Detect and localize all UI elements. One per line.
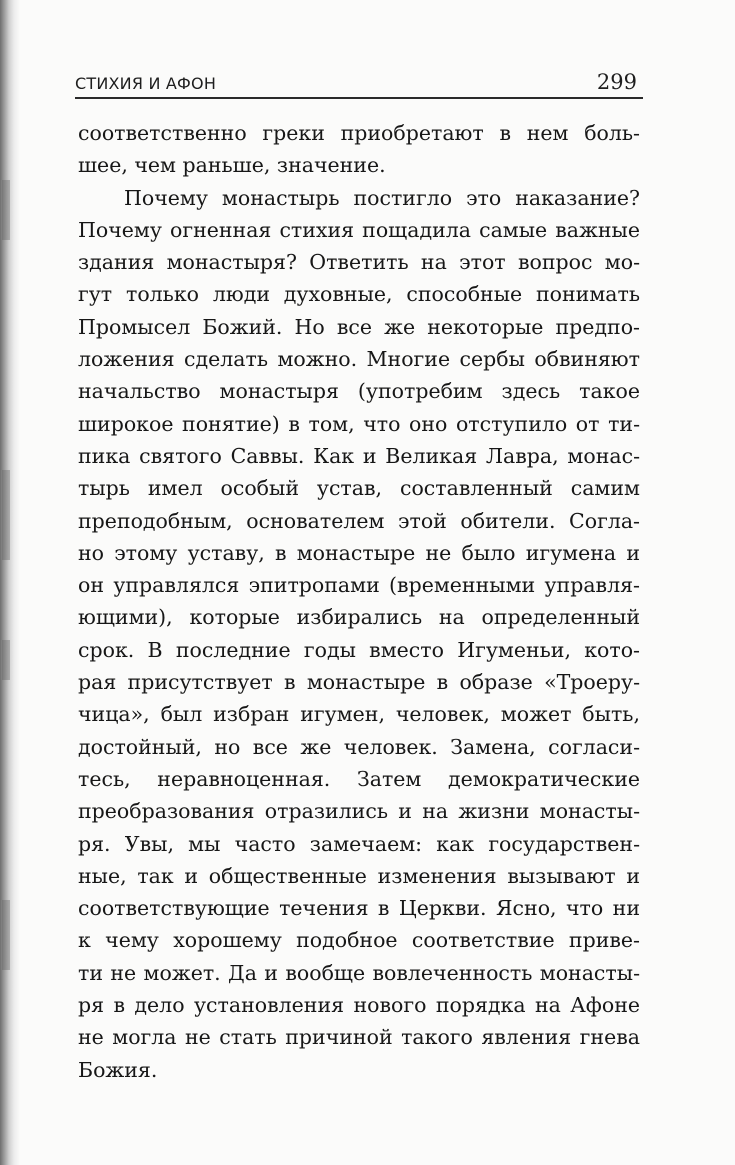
- text-line: ря. Увы, мы часто замечаем: как государствен-: [78, 831, 640, 856]
- text-line: ные, так и общественные изменения вызывают и: [78, 863, 640, 888]
- scan-speckle: [2, 470, 10, 560]
- text-line: не могла не стать причиной такого явления гнева: [78, 1025, 640, 1050]
- text-line: ложения сделать можно. Многие сербы обвиняют: [78, 347, 640, 372]
- text-line: пика святого Саввы. Как и Великая Лавра, монас-: [78, 443, 640, 468]
- text-line: преподобным, основателем этой обители. Согла-: [78, 508, 640, 533]
- text-line: Божия.: [78, 1057, 158, 1082]
- scan-speckle: [2, 900, 10, 970]
- text-line: ющими), которые избирались на определенный: [78, 605, 640, 630]
- text-line: ти не может. Да и вообще вовлеченность монасты-: [78, 960, 640, 985]
- text-line: ря в дело установления нового порядка на Афоне: [78, 993, 640, 1018]
- text-line: Почему монастырь постигло это наказание?: [124, 185, 640, 210]
- text-line: соответствующие течения в Церкви. Ясно, что ни: [78, 896, 640, 921]
- page-header: [75, 70, 643, 98]
- text-line: Промысел Божий. Но все же некоторые предпо-: [78, 314, 640, 339]
- text-line: Почему огненная стихия пощадила самые важные: [78, 217, 640, 242]
- text-line: он управлялся эпитропами (временными управля-: [78, 573, 640, 598]
- running-head: СТИХИЯ И АФОН: [75, 74, 217, 93]
- scan-speckle: [2, 180, 10, 240]
- header-rule: [75, 97, 643, 99]
- text-line: тесь, неравноценная. Затем демократические: [78, 766, 640, 791]
- text-line: здания монастыря? Ответить на этот вопрос мо-: [78, 250, 640, 275]
- text-line: к чему хорошему подобное соответствие приве-: [78, 928, 640, 953]
- text-line: рая присутствует в монастыре в образе «Троеру-: [78, 670, 640, 695]
- text-line: соответственно греки приобретают в нем боль-: [78, 121, 640, 145]
- scan-speckle: [2, 640, 10, 680]
- page-binding-edge: [0, 0, 20, 1165]
- text-line: преобразования отразились и на жизни монасты-: [78, 799, 640, 824]
- text-line: начальство монастыря (употребим здесь такое: [78, 379, 640, 404]
- text-line: но этому уставу, в монастыре не было игумена и: [78, 540, 640, 565]
- body-text: [78, 117, 640, 1086]
- text-line: срок. В последние годы вместо Игуменьи, кото-: [78, 637, 640, 662]
- text-line: достойный, но все же человек. Замена, согласи-: [78, 734, 640, 759]
- text-line: гут только люди духовные, способные понимать: [78, 282, 640, 307]
- text-line: чица», был избран игумен, человек, может быть,: [78, 702, 640, 727]
- text-line: шее, чем раньше, значение.: [78, 153, 386, 178]
- text-line: тырь имел особый устав, составленный самим: [78, 476, 640, 501]
- page-number: 299: [596, 70, 637, 94]
- text-line: широкое понятие) в том, что оно отступило от ти-: [78, 411, 640, 436]
